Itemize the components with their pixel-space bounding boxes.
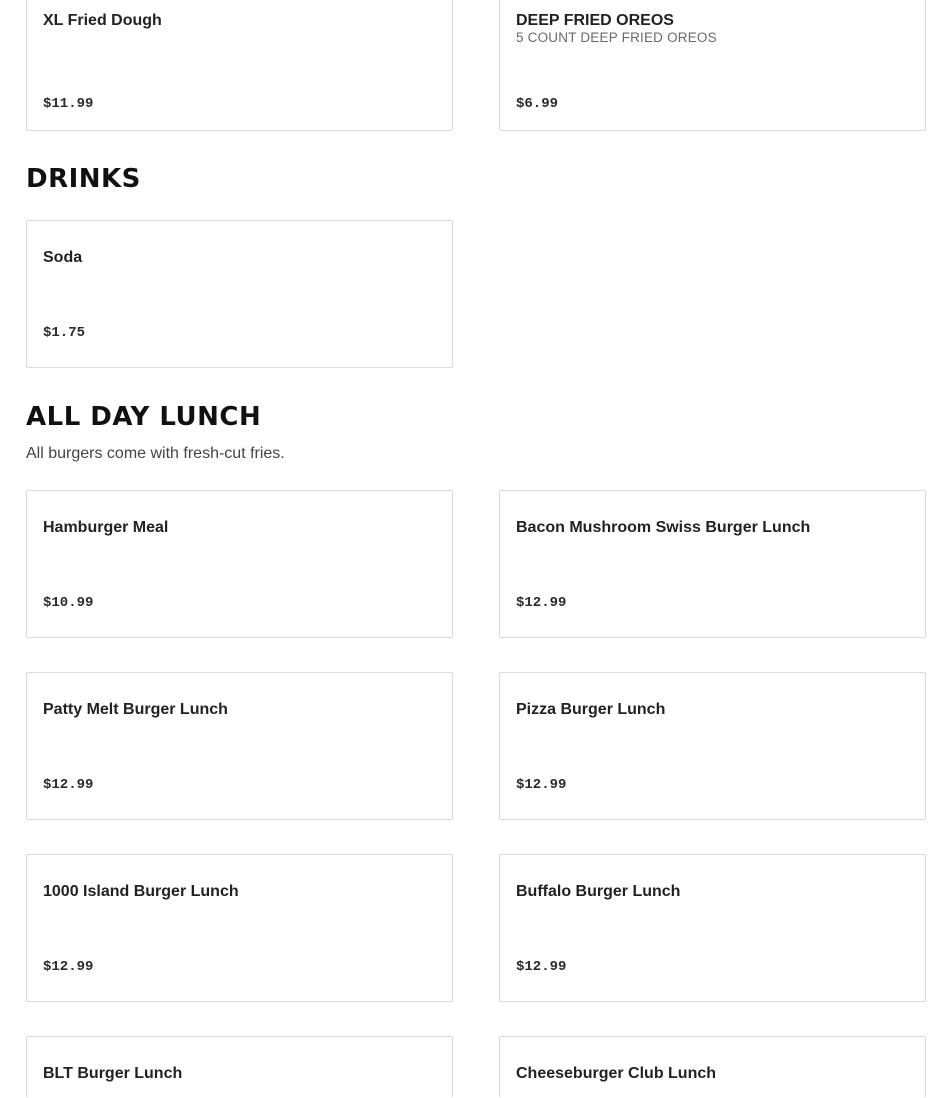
menu-item-price: $12.99 (516, 777, 567, 793)
menu-item-card[interactable] (26, 672, 453, 820)
menu-item-card[interactable] (499, 672, 926, 820)
menu-item-name: Soda (43, 249, 83, 266)
menu-item-name: Buffalo Burger Lunch (516, 883, 681, 900)
menu-item-name: BLT Burger Lunch (43, 1065, 183, 1082)
menu-item-name: XL Fried Dough (43, 12, 162, 29)
menu-item-price: $10.99 (43, 595, 94, 611)
menu-item-card[interactable] (26, 0, 453, 131)
menu-item-name: Patty Melt Burger Lunch (43, 701, 228, 718)
menu-item-card[interactable] (499, 1036, 926, 1098)
menu-item-name: Cheeseburger Club Lunch (516, 1065, 717, 1082)
menu-item-price: $11.99 (43, 96, 94, 112)
menu-item-price: $1.75 (43, 325, 86, 341)
menu-item-price: $12.99 (43, 959, 94, 975)
menu-item-description: 5 COUNT DEEP FRIED OREOS (516, 30, 717, 45)
menu-item-price: $6.99 (516, 96, 559, 112)
section-subtitle: All burgers come with fresh-cut fries. (26, 445, 285, 462)
menu-item-card[interactable] (26, 490, 453, 638)
menu-item-price: $12.99 (516, 595, 567, 611)
menu-item-name: Bacon Mushroom Swiss Burger Lunch (516, 519, 811, 536)
section-title-drinks: DRINKS (26, 164, 141, 194)
menu-item-card[interactable] (499, 0, 926, 131)
menu-item-name: Pizza Burger Lunch (516, 701, 666, 718)
section-title-lunch: ALL DAY LUNCH (26, 402, 262, 432)
menu-item-name: 1000 Island Burger Lunch (43, 883, 239, 900)
menu-item-name: Hamburger Meal (43, 519, 169, 536)
menu-item-card[interactable] (26, 854, 453, 1002)
menu-item-price: $12.99 (43, 777, 94, 793)
menu-item-price: $12.99 (516, 959, 567, 975)
menu-item-name: DEEP FRIED OREOS (516, 12, 674, 29)
menu-item-card[interactable] (26, 220, 453, 368)
menu-item-card[interactable] (499, 490, 926, 638)
menu-item-card[interactable] (26, 1036, 453, 1098)
menu-item-card[interactable] (499, 854, 926, 1002)
